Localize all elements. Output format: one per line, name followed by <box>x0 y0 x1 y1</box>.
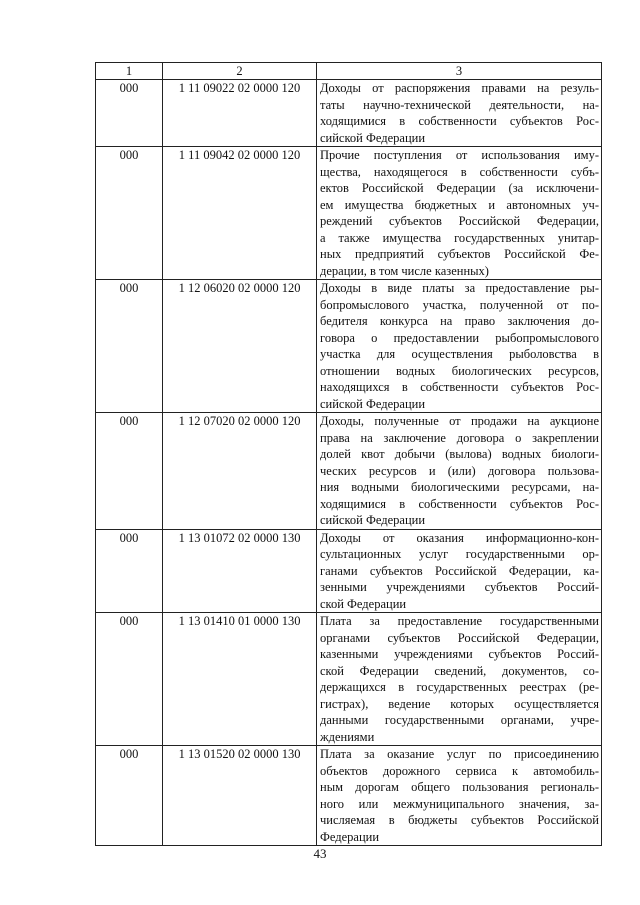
description-line: ния водными биологическими ресурсами, на- <box>320 480 599 494</box>
description-line: щества, находящегося в собственности субъ- <box>320 164 599 179</box>
description-line: бопромыслового участка, полученной от по- <box>320 297 599 312</box>
description-line: реждений субъектов Российской Федерации, <box>320 214 599 228</box>
description-line: ждениями <box>320 729 375 744</box>
table-row <box>96 80 602 147</box>
admin-code-cell: 000 <box>96 280 163 413</box>
description-line: ным дорогам общего пользования региональ- <box>320 780 599 794</box>
description-line: участка для осуществления рыболовства в <box>320 347 599 361</box>
admin-code-cell: 000 <box>96 80 163 147</box>
budget-code-cell: 1 11 09022 02 0000 120 <box>163 80 317 147</box>
description-cell <box>317 147 602 280</box>
table-row <box>96 147 602 280</box>
description-cell <box>317 80 602 147</box>
description-cell <box>317 280 602 413</box>
admin-code-cell: 000 <box>96 746 163 846</box>
description-line: ных предприятий субъектов Российской Фе- <box>320 247 599 261</box>
description-line: ем имущества бюджетных и автономных уч- <box>320 197 599 212</box>
description-line: органами субъектов Российской Федерации, <box>320 630 599 645</box>
description-line: долей квот добычи (вылова) водных биологи- <box>320 447 599 461</box>
description-line: Плата за предоставление государственными <box>320 614 599 628</box>
description-line: права на заключение договора о закреплении <box>320 430 599 445</box>
description-line: ческих ресурсов и (или) договора пользова- <box>320 463 599 478</box>
description-line: гистрах), ведение которых осуществляется <box>320 696 599 711</box>
description-line: дерации, в том числе казенных) <box>320 263 489 278</box>
description-line: Доходы от оказания информационно-кон- <box>320 530 599 545</box>
header-col-2: 2 <box>163 63 317 80</box>
table-row <box>96 613 602 746</box>
table-row <box>96 529 602 613</box>
table-row <box>96 413 602 530</box>
description-line: Плата за оказание услуг по присоединению <box>320 747 599 761</box>
description-line: говора о предоставлении рыбопромыслового <box>320 330 599 345</box>
description-line: сийской Федерации <box>320 130 426 145</box>
description-line: а также имущества государственных унитар- <box>320 230 599 245</box>
description-line: казенными учреждениями субъектов Россий- <box>320 647 599 661</box>
description-line: ходящимися в собственности субъектов Рос- <box>320 114 599 128</box>
header-col-1: 1 <box>96 63 163 80</box>
table-header-row <box>96 63 602 80</box>
description-line: Прочие поступления от использования иму- <box>320 148 599 162</box>
description-line: Федерации <box>320 829 380 844</box>
description-line: Доходы, полученные от продажи на аукционе <box>320 414 599 428</box>
description-cell <box>317 529 602 613</box>
description-cell <box>317 613 602 746</box>
description-line: данными государственными органами, учре- <box>320 713 599 727</box>
description-line: Доходы от распоряжения правами на резуль- <box>320 81 599 95</box>
table-body <box>96 80 602 846</box>
description-line: ектов Российской Федерации (за исключени- <box>320 181 599 195</box>
description-cell <box>317 746 602 846</box>
description-line: объектов дорожного сервиса к автомобиль- <box>320 763 599 778</box>
admin-code-cell: 000 <box>96 529 163 613</box>
budget-code-cell: 1 13 01072 02 0000 130 <box>163 529 317 613</box>
description-line: ного или межмуниципального значения, за- <box>320 796 599 811</box>
budget-code-cell: 1 12 06020 02 0000 120 <box>163 280 317 413</box>
table-row <box>96 746 602 846</box>
description-line: зенными учреждениями субъектов Россий- <box>320 580 599 594</box>
description-line: ской Федерации <box>320 596 407 611</box>
description-line: сийской Федерации <box>320 396 426 411</box>
description-cell <box>317 413 602 530</box>
description-line: сийской Федерации <box>320 513 426 527</box>
budget-code-cell: 1 12 07020 02 0000 120 <box>163 413 317 530</box>
description-line: таты научно-технической деятельности, на- <box>320 97 599 112</box>
budget-code-cell: 1 11 09042 02 0000 120 <box>163 147 317 280</box>
description-line: сультационных услуг государственными ор- <box>320 547 599 561</box>
description-line: находящихся в собственности субъектов Рос- <box>320 380 599 394</box>
description-line: ской Федерации сведений, документов, со- <box>320 663 599 678</box>
table-row <box>96 280 602 413</box>
description-line: ходящимися в собственности субъектов Рос- <box>320 496 599 511</box>
admin-code-cell: 000 <box>96 147 163 280</box>
description-line: отношении водных биологических ресурсов, <box>320 363 599 378</box>
admin-code-cell: 000 <box>96 613 163 746</box>
budget-code-cell: 1 13 01410 01 0000 130 <box>163 613 317 746</box>
header-col-3: 3 <box>317 63 602 80</box>
page-number: 43 <box>313 846 327 861</box>
description-line: держащихся в государственных реестрах (ре- <box>320 680 599 694</box>
admin-code-cell: 000 <box>96 413 163 530</box>
description-line: ганами субъектов Российской Федерации, ка- <box>320 563 599 578</box>
budget-code-cell: 1 13 01520 02 0000 130 <box>163 746 317 846</box>
revenue-codes-table <box>95 62 602 846</box>
description-line: числяемая в бюджеты субъектов Российской <box>320 813 599 827</box>
description-line: бедителя конкурса на право заключения до- <box>320 314 599 328</box>
description-line: Доходы в виде платы за предоставление ры- <box>320 281 599 295</box>
